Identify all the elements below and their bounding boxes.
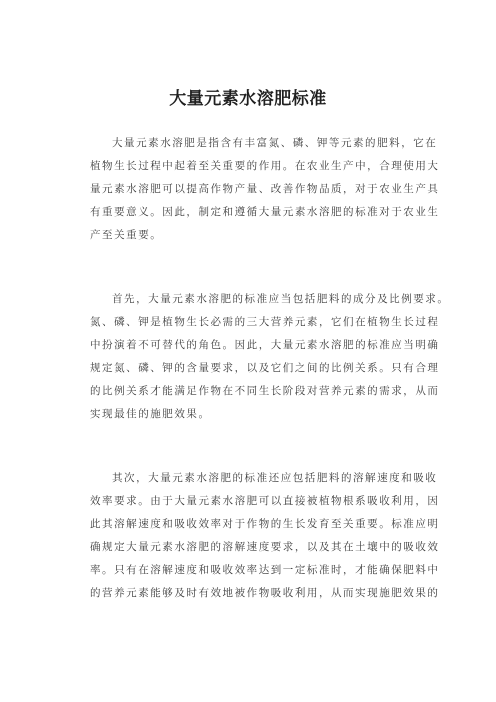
- paragraph-line: 确规定大量元素水溶肥的溶解速度要求，以及其在土壤中的吸收效: [90, 541, 440, 553]
- paragraph-line: 其次，大量元素水溶肥的标准还应包括肥料的溶解速度和吸收: [112, 472, 438, 484]
- paragraph-line: 量元素水溶肥可以提高作物产量、改善作物品质，对于农业生产具: [90, 183, 440, 195]
- paragraph-line: 此其溶解速度和吸收效率对于作物的生长发育至关重要。标准应明: [90, 518, 440, 530]
- paragraph-line: 大量元素水溶肥是指含有丰富氮、磷、钾等元素的肥料，它在: [112, 137, 438, 149]
- paragraph-line: 的营养元素能够及时有效地被作物吸收利用，从而实现施肥效果的: [90, 587, 440, 599]
- paragraph-line: 中扮演着不可替代的角色。因此，大量元素水溶肥的标准应当明确: [90, 339, 440, 351]
- paragraph-line: 首先，大量元素水溶肥的标准应当包括肥料的成分及比例要求。: [112, 293, 450, 305]
- paragraph-line: 氮、磷、钾是植物生长必需的三大营养元素，它们在植物生长过程: [90, 316, 440, 328]
- paragraph-line: 的比例关系才能满足作物在不同生长阶段对营养元素的需求，从而: [90, 385, 440, 397]
- paragraph-line: 实现最佳的施肥效果。: [90, 408, 211, 420]
- paragraph-line: 规定氮、磷、钾的含量要求，以及它们之间的比例关系。只有合理: [90, 362, 440, 374]
- paragraph-line: 率。只有在溶解速度和吸收效率达到一定标准时，才能确保肥料中: [90, 564, 440, 576]
- paragraph-line: 有重要意义。因此，制定和遵循大量元素水溶肥的标准对于农业生: [90, 206, 440, 218]
- paragraph-line: 植物生长过程中起着至关重要的作用。在农业生产中，合理使用大: [90, 160, 440, 172]
- paragraph-line: 产至关重要。: [90, 229, 163, 241]
- document-title: 大量元素水溶肥标准: [169, 89, 327, 109]
- paragraph-line: 效率要求。由于大量元素水溶肥可以直接被植物根系吸收利用，因: [90, 495, 440, 507]
